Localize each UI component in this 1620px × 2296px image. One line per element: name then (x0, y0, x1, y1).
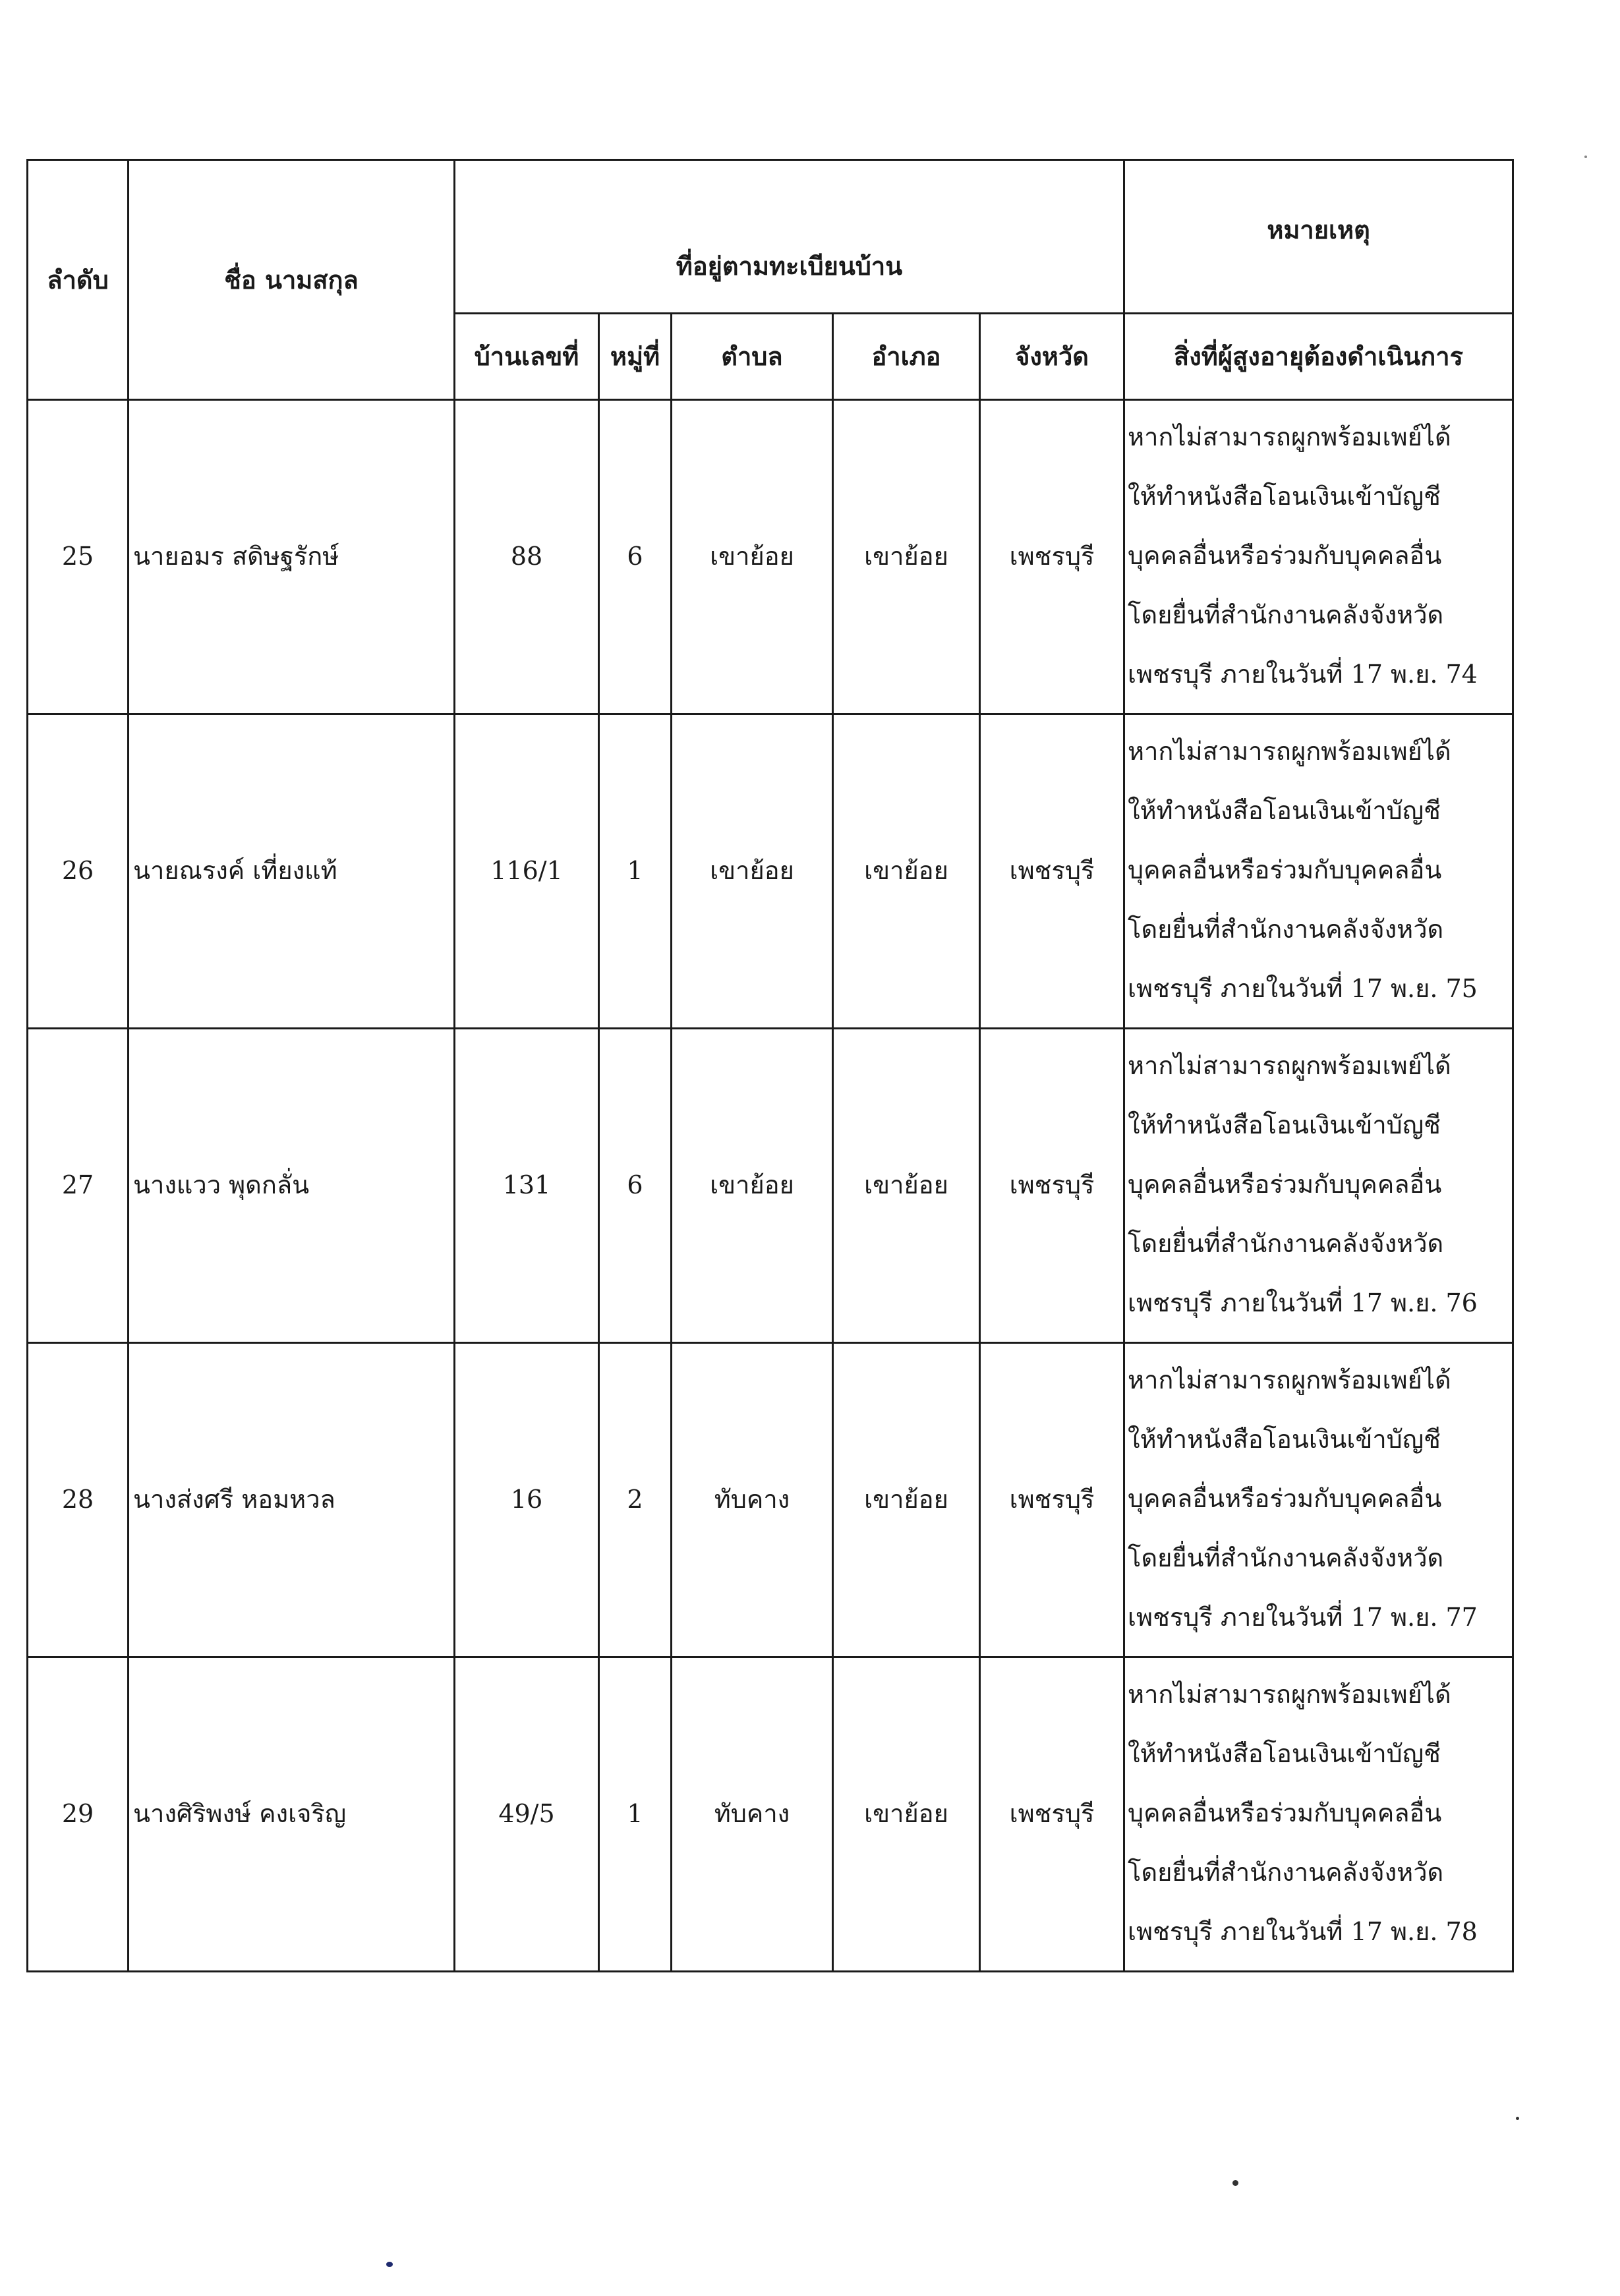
remark-line: เพชรบุรี ภายในวันที่ 17 พ.ย. 74 (1128, 660, 1478, 689)
remark-line: บุคคลอื่นหรือร่วมกับบุคคลอื่น (1128, 1170, 1442, 1199)
remark-line: เพชรบุรี ภายในวันที่ 17 พ.ย. 77 (1128, 1603, 1478, 1632)
header-province: จังหวัด (980, 314, 1124, 400)
table-row (28, 1343, 1513, 1657)
remark-line: โดยยื่นที่สำนักงานคลังจังหวัด (1128, 1543, 1444, 1572)
scan-speck (1516, 2117, 1519, 2120)
remark-line: หากไม่สามารถผูกพร้อมเพย์ได้ (1128, 1680, 1451, 1709)
cell-house-no: 49/5 (455, 1657, 599, 1972)
cell-remark (1124, 1029, 1513, 1343)
cell-moo: 1 (599, 1657, 672, 1972)
cell-name: นางศิริพงษ์ คงเจริญ (129, 1657, 455, 1972)
cell-house-no: 16 (455, 1343, 599, 1657)
elderly-list-table (26, 159, 1514, 1972)
cell-order: 27 (28, 1029, 129, 1343)
header-house-no: บ้านเลขที่ (455, 314, 599, 400)
cell-amphoe: เขาย้อย (833, 400, 980, 714)
cell-house-no: 116/1 (455, 714, 599, 1029)
header-moo: หมู่ที่ (599, 314, 672, 400)
header-action: สิ่งที่ผู้สูงอายุต้องดำเนินการ (1124, 314, 1513, 400)
cell-order: 26 (28, 714, 129, 1029)
remark-line: ให้ทำหนังสือโอนเงินเข้าบัญชี (1128, 482, 1441, 511)
remark-line: บุคคลอื่นหรือร่วมกับบุคคลอื่น (1128, 541, 1442, 570)
cell-tambon: เขาย้อย (672, 1029, 833, 1343)
cell-province: เพชรบุรี (980, 1343, 1124, 1657)
remark-line: เพชรบุรี ภายในวันที่ 17 พ.ย. 78 (1128, 1917, 1478, 1946)
remark-line: โดยยื่นที่สำนักงานคลังจังหวัด (1128, 600, 1444, 629)
cell-amphoe: เขาย้อย (833, 714, 980, 1029)
cell-house-no: 131 (455, 1029, 599, 1343)
cell-tambon: ทับคาง (672, 1657, 833, 1972)
cell-tambon: เขาย้อย (672, 400, 833, 714)
table-row (28, 1657, 1513, 1972)
remark-line: เพชรบุรี ภายในวันที่ 17 พ.ย. 75 (1128, 974, 1478, 1003)
cell-province: เพชรบุรี (980, 400, 1124, 714)
cell-remark (1124, 1657, 1513, 1972)
cell-amphoe: เขาย้อย (833, 1657, 980, 1972)
cell-house-no: 88 (455, 400, 599, 714)
remark-line: หากไม่สามารถผูกพร้อมเพย์ได้ (1128, 422, 1451, 451)
table-row (28, 714, 1513, 1029)
table-row (28, 400, 1513, 714)
table-row (28, 1029, 1513, 1343)
cell-province: เพชรบุรี (980, 1657, 1124, 1972)
cell-tambon: เขาย้อย (672, 714, 833, 1029)
remark-line: หากไม่สามารถผูกพร้อมเพย์ได้ (1128, 737, 1451, 766)
cell-order: 25 (28, 400, 129, 714)
cell-order: 29 (28, 1657, 129, 1972)
cell-province: เพชรบุรี (980, 1029, 1124, 1343)
header-tambon: ตำบล (672, 314, 833, 400)
scan-speck (1584, 156, 1587, 158)
cell-moo: 6 (599, 1029, 672, 1343)
cell-name: นายณรงค์ เที่ยงแท้ (129, 714, 455, 1029)
header-row-top (28, 160, 1513, 314)
header-remark-group: หมายเหตุ (1124, 160, 1513, 314)
scan-speck (386, 2262, 393, 2267)
cell-name: นางแวว พุดกลั่น (129, 1029, 455, 1343)
cell-amphoe: เขาย้อย (833, 1343, 980, 1657)
cell-moo: 1 (599, 714, 672, 1029)
cell-remark (1124, 400, 1513, 714)
scan-speck (1232, 2180, 1238, 2186)
remark-line: บุคคลอื่นหรือร่วมกับบุคคลอื่น (1128, 1484, 1442, 1513)
remark-line: บุคคลอื่นหรือร่วมกับบุคคลอื่น (1128, 1798, 1442, 1827)
remark-line: โดยยื่นที่สำนักงานคลังจังหวัด (1128, 915, 1444, 944)
cell-order: 28 (28, 1343, 129, 1657)
remark-line: ให้ทำหนังสือโอนเงินเข้าบัญชี (1128, 1425, 1441, 1454)
remark-line: หากไม่สามารถผูกพร้อมเพย์ได้ (1128, 1365, 1451, 1394)
header-name: ชื่อ นามสกุล (129, 160, 455, 400)
header-order: ลำดับ (28, 160, 129, 400)
table-body (28, 400, 1513, 1972)
remark-line: ให้ทำหนังสือโอนเงินเข้าบัญชี (1128, 1110, 1441, 1139)
header-address-group: ที่อยู่ตามทะเบียนบ้าน (455, 160, 1124, 314)
remark-line: โดยยื่นที่สำนักงานคลังจังหวัด (1128, 1229, 1444, 1258)
cell-province: เพชรบุรี (980, 714, 1124, 1029)
cell-amphoe: เขาย้อย (833, 1029, 980, 1343)
remark-line: หากไม่สามารถผูกพร้อมเพย์ได้ (1128, 1051, 1451, 1080)
remark-line: โดยยื่นที่สำนักงานคลังจังหวัด (1128, 1858, 1444, 1887)
cell-remark (1124, 714, 1513, 1029)
header-amphoe: อำเภอ (833, 314, 980, 400)
cell-moo: 6 (599, 400, 672, 714)
remark-line: ให้ทำหนังสือโอนเงินเข้าบัญชี (1128, 1739, 1441, 1768)
cell-tambon: ทับคาง (672, 1343, 833, 1657)
remark-line: ให้ทำหนังสือโอนเงินเข้าบัญชี (1128, 796, 1441, 825)
remark-line: บุคคลอื่นหรือร่วมกับบุคคลอื่น (1128, 855, 1442, 884)
cell-remark (1124, 1343, 1513, 1657)
cell-name: นางส่งศรี หอมหวล (129, 1343, 455, 1657)
cell-moo: 2 (599, 1343, 672, 1657)
cell-name: นายอมร สดิษฐรักษ์ (129, 400, 455, 714)
remark-line: เพชรบุรี ภายในวันที่ 17 พ.ย. 76 (1128, 1288, 1478, 1317)
